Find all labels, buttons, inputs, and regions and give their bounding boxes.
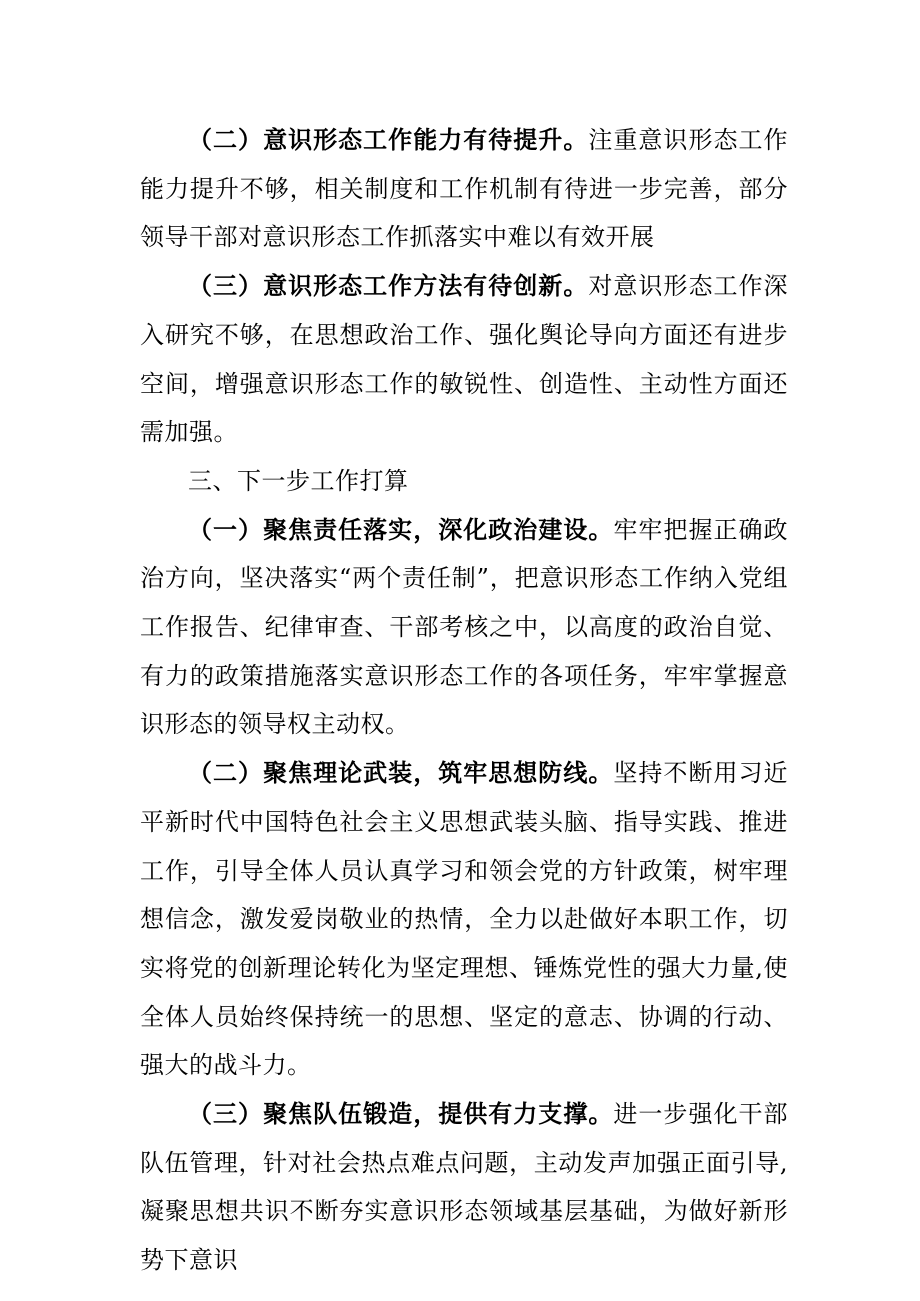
paragraph-lead: （二）聚焦理论武装，筑牢思想防线。: [188, 758, 614, 788]
paragraph-text: 注重意识形态工作能力提升不够，相关制度和工作机制有待进一步完善，部分领导干部对意识形态工作抓落实中难以有效开展: [140, 126, 789, 252]
paragraph-ability: [140, 116, 788, 262]
paragraph-lead: （三）意识形态工作方法有待创新。: [188, 271, 589, 301]
paragraph-lead: （三）聚焦队伍锻造，提供有力支撑。: [188, 1099, 614, 1129]
paragraph-text: 进一步强化干部队伍管理，针对社会热点难点问题，主动发声加强正面引导,凝聚思想共识不断夯实意识形态领域基层基础，为做好新形势下意识: [140, 1100, 789, 1275]
paragraph-text: 对意识形态工作深入研究不够，在思想政治工作、强化舆论导向方面还有进步空间，增强意识形态工作的敏锐性、创造性、主动性方面还需加强。: [140, 272, 789, 447]
paragraph-method: [140, 262, 788, 457]
paragraph-lead: （二）意识形态工作能力有待提升。: [188, 125, 589, 154]
section-title-next-steps: [140, 457, 788, 506]
paragraph-team: [140, 1090, 788, 1285]
paragraph-lead: （一）聚焦责任落实，深化政治建设。: [188, 514, 614, 544]
paragraph-theory: [140, 749, 788, 1090]
paragraph-responsibility: [140, 506, 788, 750]
paragraph-text: 坚持不断用习近平新时代中国特色社会主义思想武装头脑、指导实践、推进工作，引导全体人员认真学习和领会党的方针政策，树牢理想信念，激发爱岗敬业的热情，全力以赴做好本职工作，切实将党的创新理论转化为坚定理想、锤炼党性的强大力量,使全体人员始终保持统一的思想、坚定的意志、协调的行动、强大的战斗力。: [140, 759, 789, 1080]
section-title-text: 三、下一步工作打算: [188, 466, 409, 495]
paragraph-text: 牢牢把握正确政治方向，坚决落实“两个责任制”，把意识形态工作纳入党组工作报告、纪律审查、干部考核之中，以高度的政治自觉、有力的政策措施落实意识形态工作的各项任务，牢牢掌握意识形态的领导权主动权。: [140, 515, 789, 739]
document-body: [140, 116, 788, 1285]
